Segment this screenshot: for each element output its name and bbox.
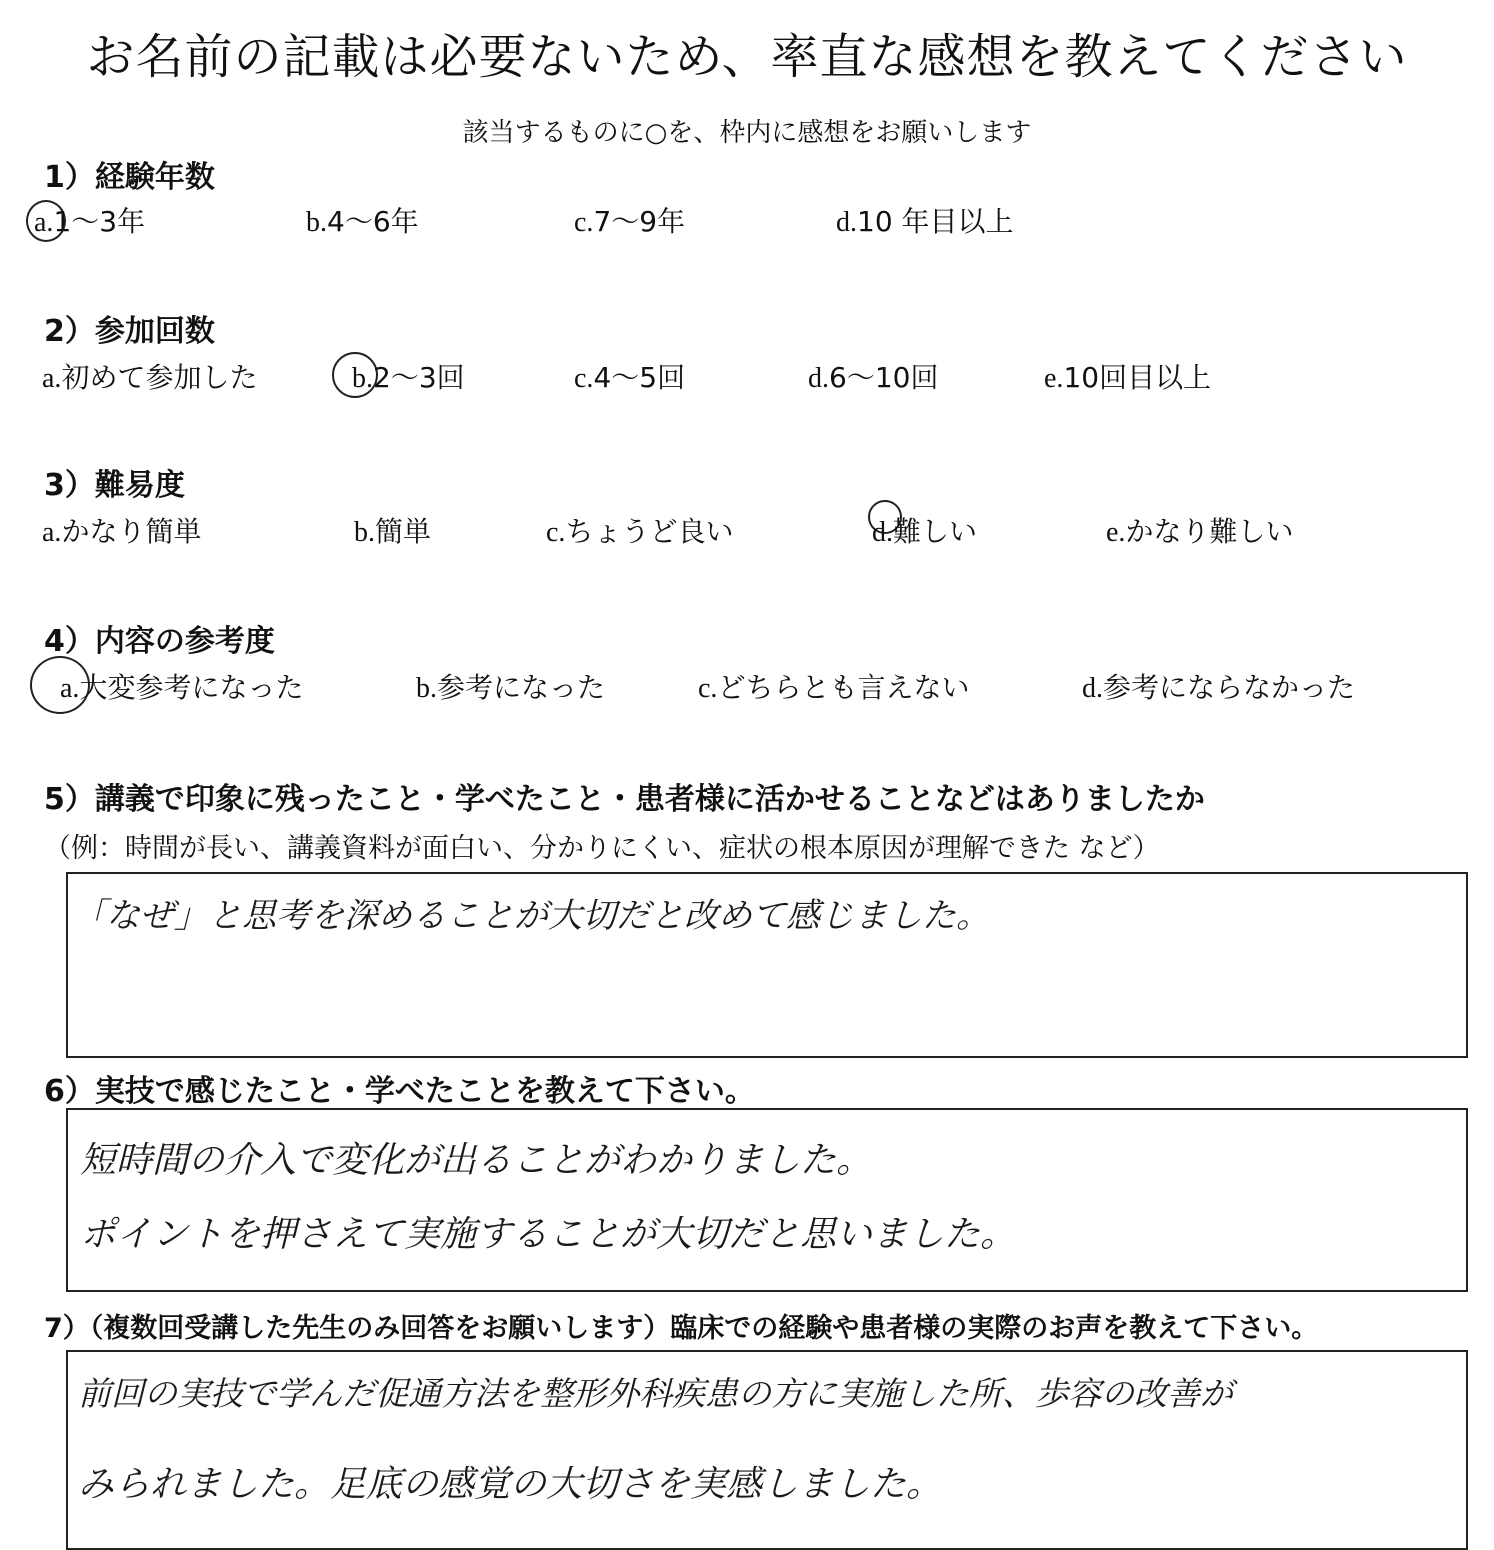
q6-answer-box[interactable] [66,1108,1468,1292]
page-title: お名前の記載は必要ないため、率直な感想を教えてください [86,29,1408,85]
q1-option-b-letter: b. [306,207,327,238]
q7-answer-line-1: 前回の実技で学んだ促通方法を整形外科疾患の方に実施した所、歩容の改善が [78,1374,1233,1413]
q2-option-e[interactable] [1044,356,1211,396]
q3-option-e[interactable] [1106,510,1293,550]
q2-option-a[interactable] [42,356,257,396]
q2-option-b[interactable] [352,356,465,396]
q2-option-c[interactable] [574,356,685,396]
q3-option-c-letter: c. [546,517,566,548]
q3-title: 3）難易度 [44,468,185,503]
q1-option-c-letter: c. [574,207,594,238]
q3-option-d[interactable] [872,510,977,550]
q3-option-c[interactable] [546,510,733,550]
q6-answer-line-2: ポイントを押さえて実施することが大切だと思いました。 [80,1214,1017,1255]
q7-answer-line-2: みられました。足底の感覚の大切さを実感しました。 [78,1464,943,1505]
q2-option-b-label: 2～3回 [373,361,465,394]
q3-option-e-letter: e. [1106,517,1126,548]
q3-option-c-label: ちょうど良い [565,515,734,548]
q4-option-a[interactable] [60,666,303,706]
q4-option-c[interactable] [698,666,969,706]
q2-option-c-letter: c. [574,363,594,394]
q2-option-e-letter: e. [1044,363,1064,394]
q3-option-d-label: 難しい [893,515,978,548]
q4-option-c-letter: c. [698,673,718,704]
q2-option-a-letter: a. [42,363,62,394]
q4-option-b-label: 参考になった [437,671,606,704]
q1-option-d[interactable] [836,200,1014,240]
q2-option-b-letter: b. [352,363,373,394]
q4-option-a-label: 大変参考になった [79,671,304,704]
q3-option-b-label: 簡単 [375,515,432,548]
q1-title: 1）経験年数 [44,160,215,195]
q2-option-d-letter: d. [808,363,829,394]
q1-option-a[interactable] [34,200,145,240]
q4-option-c-label: どちらとも言えない [717,671,970,704]
q5-answer-line-1: 「なぜ」と思考を深めることが大切だと改めて感じました。 [72,896,990,936]
page-subtitle: 該当するものに○を、枠内に感想をお願いします [462,118,1032,148]
q4-option-b-letter: b. [416,673,437,704]
q3-option-b[interactable] [354,510,431,550]
q3-option-a-label: かなり簡単 [61,515,202,548]
q2-option-d[interactable] [808,356,938,396]
q6-title: 6）実技で感じたこと・学べたことを教えて下さい。 [44,1074,755,1109]
q4-option-d-label: 参考にならなかった [1103,671,1356,704]
q3-option-e-label: かなり難しい [1125,515,1294,548]
q5-example: （例：時間が長い、講義資料が面白い、分かりにくい、症状の根本原因が理解できた など） [44,833,1160,864]
q7-title: 7）（複数回受講した先生のみ回答をお願いします）臨床での経験や患者様の実際のお声を教えて下さい。 [44,1313,1319,1344]
q4-option-d-letter: d. [1082,673,1103,704]
q7-answer-box[interactable] [66,1350,1468,1550]
q2-title: 2）参加回数 [44,314,215,349]
q2-option-a-label: 初めて参加した [61,361,258,394]
q4-option-a-letter: a. [60,673,80,704]
q4-option-d[interactable] [1082,666,1355,706]
q3-option-b-letter: b. [354,517,375,548]
q2-option-c-label: 4～5回 [593,361,686,394]
q1-option-c-label: 7～9年 [593,205,686,238]
q1-option-a-label: 1～3年 [53,205,146,238]
q1-option-b-label: 4～6年 [327,205,419,238]
q2-option-d-label: 6～10回 [829,361,939,394]
q4-title: 4）内容の参考度 [44,624,275,659]
q1-option-d-label: 10 年目以上 [857,205,1014,238]
q1-option-b[interactable] [306,200,419,240]
q3-option-a-letter: a. [42,517,62,548]
q1-option-d-letter: d. [836,207,857,238]
q6-answer-line-1: 短時間の介入で変化が出ることがわかりました。 [80,1140,873,1181]
q1-option-a-letter: a. [34,207,54,238]
q5-title: 5）講義で印象に残ったこと・学べたこと・患者様に活かせることなどはありましたか [44,782,1205,817]
q1-option-c[interactable] [574,200,685,240]
q4-option-b[interactable] [416,666,605,706]
q3-option-d-letter: d. [872,517,893,548]
q2-option-e-label: 10回目以上 [1063,361,1212,394]
q5-answer-box[interactable] [66,872,1468,1058]
q3-option-a[interactable] [42,510,201,550]
